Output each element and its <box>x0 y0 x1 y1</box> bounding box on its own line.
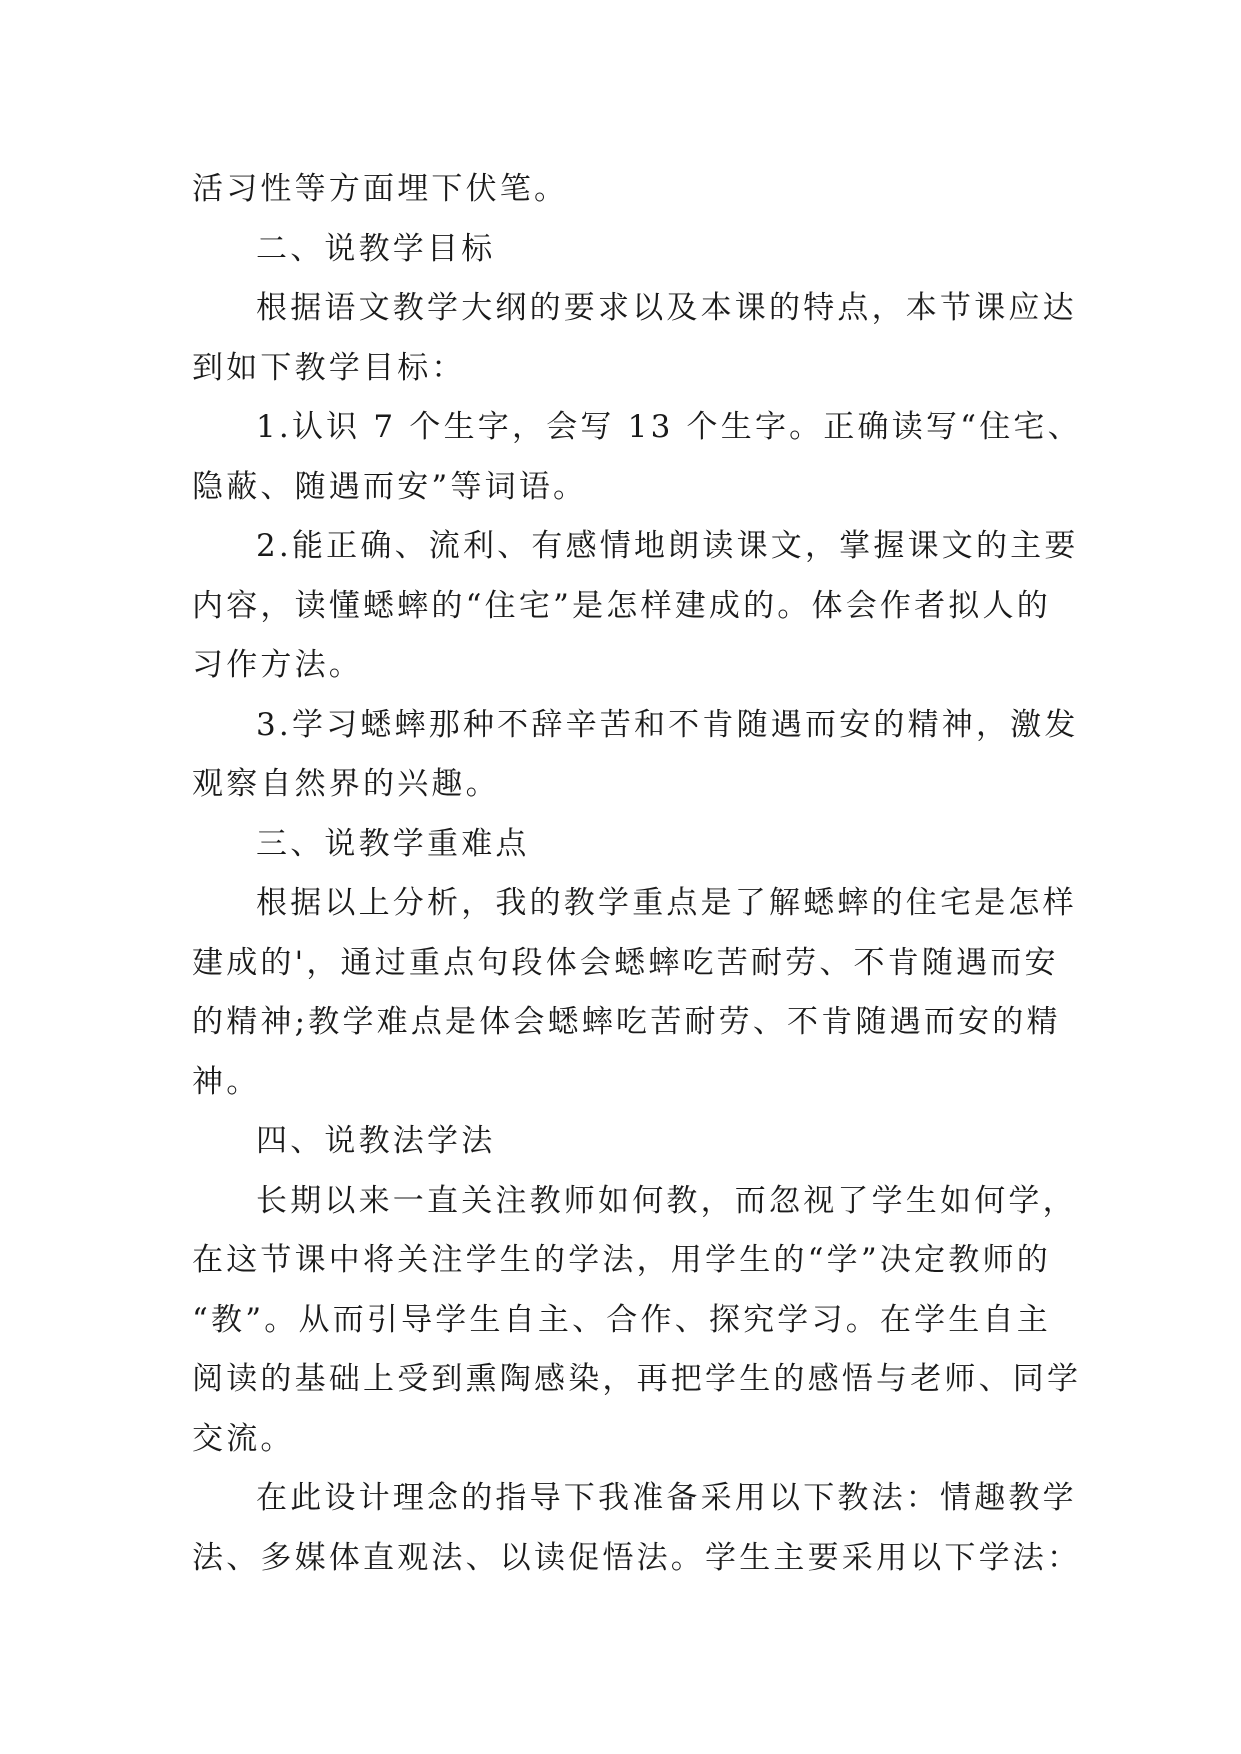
text-line: 习作方法。 <box>192 647 363 683</box>
list-item: 3.学习蟋蟀那种不辞辛苦和不肯随遇而安的精神，激发 <box>256 706 1079 743</box>
text-line: 根据以上分析，我的教学重点是了解蟋蟀的住宅是怎样 <box>256 885 1077 921</box>
text-line: 内容，读懂蟋蟀的“住宅”是怎样建成的。体会作者拟人的 <box>192 587 1051 624</box>
list-item: 2.能正确、流利、有感情地朗读课文，掌握课文的主要 <box>256 528 1079 564</box>
text-line: 在这节课中将关注学生的学法，用学生的“学”决定教师的 <box>192 1242 1051 1278</box>
section-heading: 三、说教学重难点 <box>256 825 530 862</box>
text-line: 观察自然界的兴趣。 <box>192 766 500 802</box>
text-line: 长期以来一直关注教师如何教，而忽视了学生如何学， <box>256 1182 1077 1219</box>
section-heading: 二、说教学目标 <box>256 230 496 267</box>
text-line: 活习性等方面埋下伏笔。 <box>192 171 569 207</box>
text-line: 建成的'，通过重点句段体会蟋蟀吃苦耐劳、不肯随遇而安 <box>192 944 1059 981</box>
text-line: 法、多媒体直观法、以读促悟法。学生主要采用以下学法： <box>192 1539 1082 1576</box>
body-text <box>192 160 1082 1588</box>
list-item: 1.认识 7 个生字，会写 13 个生字。正确读写“住宅、 <box>256 409 1082 445</box>
text-line: 在此设计理念的指导下我准备采用以下教法：情趣教学 <box>256 1480 1077 1516</box>
text-line: “教”。从而引导学生自主、合作、探究学习。在学生自主 <box>192 1301 1051 1338</box>
section-heading: 四、说教法学法 <box>256 1123 496 1159</box>
text-line: 神。 <box>192 1063 261 1100</box>
text-line: 的精神;教学难点是体会蟋蟀吃苦耐劳、不肯随遇而安的精 <box>192 1004 1061 1040</box>
text-line: 交流。 <box>192 1420 295 1457</box>
text-line: 阅读的基础上受到熏陶感染，再把学生的感悟与老师、同学 <box>192 1361 1082 1397</box>
text-line: 到如下教学目标： <box>192 349 466 386</box>
text-line: 隐蔽、随遇而安”等词语。 <box>192 468 588 505</box>
text-line: 根据语文教学大纲的要求以及本课的特点，本节课应达 <box>256 290 1077 326</box>
